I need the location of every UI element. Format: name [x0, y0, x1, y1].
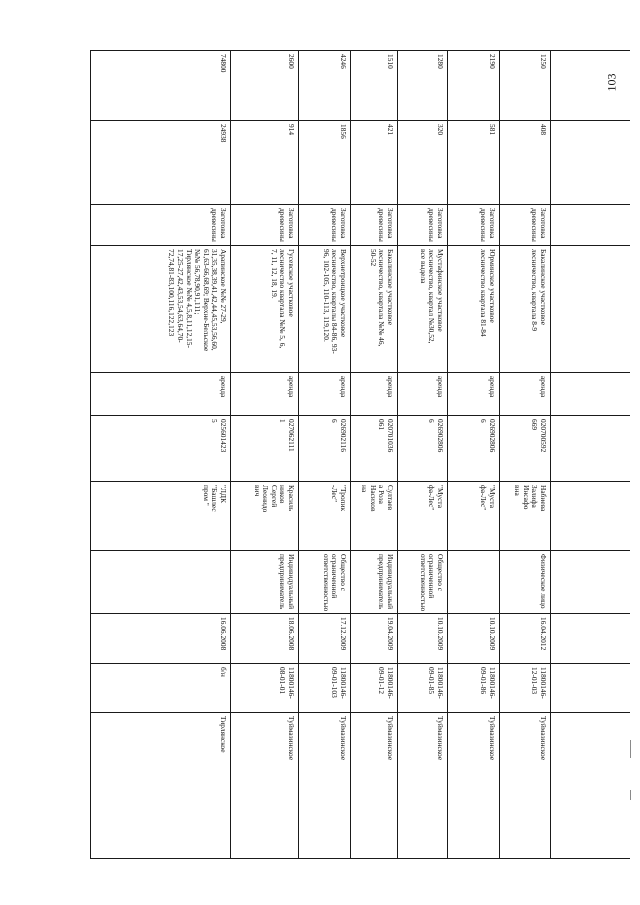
table-cell-user-type: [350, 550, 397, 613]
table-cell-district: [447, 712, 499, 858]
table-cell-user-type: [499, 550, 550, 613]
table-cell-purpose: [298, 204, 350, 245]
lease-table: [90, 50, 630, 858]
table-cell-user-name: [298, 481, 350, 550]
cell-text: Заготовка древесины: [330, 208, 348, 242]
cell-text: 020700592 669: [530, 419, 548, 453]
table-cell-area: [350, 120, 397, 204]
cell-text: Туймазинское: [539, 716, 548, 761]
cell-text: аренда: [386, 376, 395, 398]
table-cell-area: [298, 120, 350, 204]
cell-text: 16.04.2012: [539, 617, 548, 651]
cell-text: 408: [539, 124, 548, 136]
cell-text: 1280: [436, 54, 445, 69]
scan-mark: [630, 740, 631, 758]
page-number: 103: [604, 73, 619, 92]
table-cell-volume: [499, 50, 550, 120]
table-cell-inn: [397, 415, 447, 481]
table-cell-right: [350, 372, 397, 415]
table-cell-purpose: [350, 204, 397, 245]
table-cell-date: [447, 613, 499, 663]
table-cell-reg-no: [447, 663, 499, 712]
cell-text: Заготовка древесины: [479, 208, 497, 242]
table-cell-volume: [350, 50, 397, 120]
cell-text: Красиль ников Сергей Леонидо вич: [252, 485, 296, 513]
cell-text: б/н: [219, 667, 228, 677]
table-cell-location: [397, 245, 447, 372]
cell-text: Заготовка древесины: [377, 208, 395, 242]
cell-text: "Муста фа-Лес": [479, 485, 497, 511]
table-rule-horizontal: [90, 858, 630, 859]
table-cell-reg-no: [350, 663, 397, 712]
cell-text: Тирлянское: [219, 716, 228, 753]
table-cell-purpose: [397, 204, 447, 245]
table-cell-date: [90, 613, 230, 663]
table-cell-inn: [350, 415, 397, 481]
table-cell-district: [350, 712, 397, 858]
table-cell-volume: [397, 50, 447, 120]
cell-text: Туймазинское: [436, 716, 445, 761]
table-cell-volume: [90, 50, 230, 120]
cell-text: Заготовка древесины: [427, 208, 445, 242]
cell-text: Верхнетроицкое участковое лесничество, кварталы 84-86, 93- 96, 102-105, 110-113, 119,120.: [321, 249, 348, 354]
table-cell-reg-no: [298, 663, 350, 712]
table-cell-location: [499, 245, 550, 372]
cell-text: 11800146- 09-01-86: [479, 667, 497, 699]
table-cell-date: [499, 613, 550, 663]
cell-text: 19.04.2009: [386, 617, 395, 651]
table-cell-right: [397, 372, 447, 415]
table-cell-purpose: [230, 204, 298, 245]
table-cell-date: [298, 613, 350, 663]
table-cell-reg-no: [499, 663, 550, 712]
table-cell-user-type: [397, 550, 447, 613]
cell-text: 914: [287, 124, 296, 136]
cell-text: 18.06.2008: [287, 617, 296, 651]
cell-text: аренда: [539, 376, 548, 398]
cell-text: 17.12.2009: [339, 617, 348, 651]
table-cell-area: [447, 120, 499, 204]
table-rule-vertical: [550, 50, 551, 858]
table-cell-location: [298, 245, 350, 372]
cell-text: Набиева Залифа Инсафо вна: [513, 485, 548, 512]
cell-text: 11800146- 12-01-03: [530, 667, 548, 699]
table-cell-date: [397, 613, 447, 663]
table-cell-user-name: [90, 481, 230, 550]
cell-text: Заготовка древесины: [210, 208, 228, 242]
cell-text: Индивидуальный предприниматель: [377, 554, 395, 610]
cell-text: 24938: [219, 124, 228, 143]
table-cell-location: [447, 245, 499, 372]
table-cell-user-name: [230, 481, 298, 550]
cell-text: 1510: [386, 54, 395, 69]
table-cell-district: [499, 712, 550, 858]
table-cell-purpose: [447, 204, 499, 245]
table-cell-inn: [298, 415, 350, 481]
table-cell-district: [90, 712, 230, 858]
table-cell-user-name: [397, 481, 447, 550]
cell-text: 2190: [488, 54, 497, 69]
cell-text: Бакалинское участковое лесничество, квартала №№ 46, 50-52: [368, 249, 395, 347]
table-cell-area: [397, 120, 447, 204]
table-cell-user-name: [447, 481, 499, 550]
cell-text: 020701036 061: [377, 419, 395, 453]
cell-text: 026902806 6: [427, 419, 445, 453]
table-cell-reg-no: [397, 663, 447, 712]
table-cell-district: [230, 712, 298, 858]
table-cell-purpose: [90, 204, 230, 245]
table-cell-date: [350, 613, 397, 663]
table-cell-right: [447, 372, 499, 415]
cell-text: 11800146- 09-01-12: [377, 667, 395, 699]
cell-text: аренда: [436, 376, 445, 398]
cell-text: 10.10.2009: [488, 617, 497, 651]
cell-text: 11800146- 09-01-85: [427, 667, 445, 699]
cell-text: Бакалинское участковое лесничество, квартала 8-9: [530, 249, 548, 332]
cell-text: Туймазинское: [339, 716, 348, 761]
cell-text: "Муста фа-Лес": [427, 485, 445, 511]
cell-text: аренда: [219, 376, 228, 398]
table-cell-inn: [499, 415, 550, 481]
table-cell-purpose: [499, 204, 550, 245]
table-cell-user-name: [499, 481, 550, 550]
cell-text: аренда: [488, 376, 497, 398]
cell-text: аренда: [287, 376, 296, 398]
table-cell-volume: [447, 50, 499, 120]
table-cell-area: [499, 120, 550, 204]
cell-text: Султаев a Роза Насихов на: [360, 485, 395, 512]
cell-text: 11800146- 09-01-103: [330, 667, 348, 699]
cell-text: 1856: [339, 124, 348, 139]
table-cell-location: [350, 245, 397, 372]
cell-text: 026902116 6: [330, 419, 348, 452]
table-cell-district: [298, 712, 350, 858]
table-cell-inn: [230, 415, 298, 481]
table-cell-location: [90, 245, 230, 372]
table-cell-volume: [298, 50, 350, 120]
cell-text: 4246: [339, 54, 348, 69]
cell-text: Заготовка древесины: [278, 208, 296, 242]
cell-text: Индивидуальный предприниматель: [278, 554, 296, 610]
cell-text: 1250: [539, 54, 548, 69]
scan-mark: [630, 790, 631, 800]
cell-text: 74800: [219, 54, 228, 73]
table-cell-right: [298, 372, 350, 415]
cell-text: 025601423 5: [210, 419, 228, 453]
cell-text: 027062111 1: [278, 419, 296, 452]
cell-text: 421: [386, 124, 395, 136]
cell-text: Общество с ограниченной ответственностью: [321, 554, 348, 612]
cell-text: Туймазинское: [287, 716, 296, 761]
table-cell-right: [230, 372, 298, 415]
table-cell-location: [230, 245, 298, 372]
table-cell-user-type: [298, 550, 350, 613]
table-cell-inn: [90, 415, 230, 481]
cell-text: 10.10.2009: [436, 617, 445, 651]
cell-text: Гусевское участковое лесничество квартала №№ 5, 6, 7, 11, 12, 18, 19.: [269, 249, 296, 349]
cell-text: аренда: [339, 376, 348, 398]
cell-text: Мустафинское участковое лесничество, квартал №30,52, все выдела: [418, 249, 445, 344]
cell-text: 2600: [287, 54, 296, 69]
cell-text: 581: [488, 124, 497, 136]
cell-text: 320: [436, 124, 445, 136]
table-cell-reg-no: [230, 663, 298, 712]
table-cell-reg-no: [90, 663, 230, 712]
table-cell-user-name: [350, 481, 397, 550]
table-cell-inn: [447, 415, 499, 481]
table-cell-user-type: [447, 550, 499, 613]
cell-text: Заготовка древесины: [530, 208, 548, 242]
table-cell-user-type: [230, 550, 298, 613]
cell-text: 16.06.2008: [219, 617, 228, 651]
cell-text: 026902806 6: [479, 419, 497, 453]
table-cell-user-type: [90, 550, 230, 613]
cell-text: Юрминское участковое лесничество квартала 81-84: [479, 249, 497, 337]
table-cell-right: [90, 372, 230, 415]
cell-text: Туймазинское: [386, 716, 395, 761]
table-cell-area: [230, 120, 298, 204]
cell-text: "Тропик -Лес": [330, 485, 348, 512]
cell-text: 11800146- 08-01-01: [278, 667, 296, 699]
table-cell-district: [397, 712, 447, 858]
table-cell-date: [230, 613, 298, 663]
table-cell-volume: [230, 50, 298, 120]
cell-text: Общество с ограниченной ответственностью: [418, 554, 445, 612]
cell-text: Туймазинское: [488, 716, 497, 761]
table-cell-area: [90, 120, 230, 204]
table-cell-right: [499, 372, 550, 415]
cell-text: Арапинское №№ 27-29, 31,35,38,39,41,42,44,45,53,56,60, 61,63-66,68,69; Верхне-Бельское №№ 56,78,90,91,111; Тирлянское №№ 4,5,8,11,12,15- 17,25-27,42,43,53,54,63,64,70- 72,74,81-83,100,116,122,123: [167, 249, 228, 352]
cell-text: "ЛДК "Башлес пром ": [201, 485, 228, 512]
cell-text: Физическое лицо: [539, 554, 548, 609]
